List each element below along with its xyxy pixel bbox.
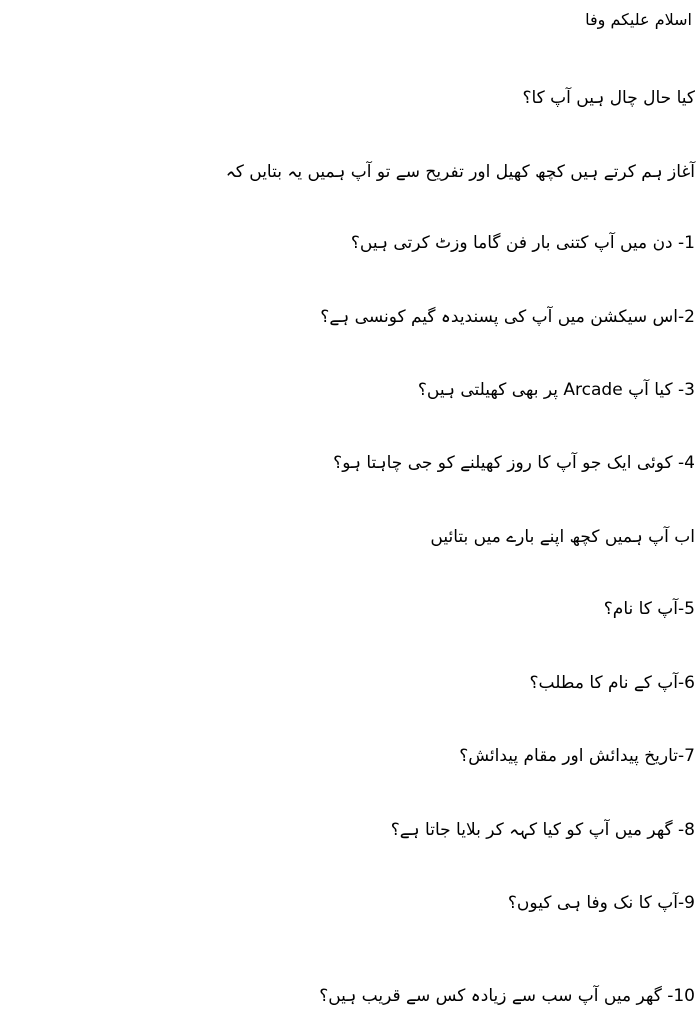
text-line-2: آغاز ہم کرتے ہیں کچھ کھیل اور تفریح سے تو آپ ہمیں یہ بتایں کہ	[225, 162, 695, 182]
question-9: 9-آپ کا نک وفا ہی کیوں؟	[507, 893, 695, 913]
text-line-1: کیا حال چال ہیں آپ کا؟	[522, 88, 695, 108]
question-2: 2-اس سیکشن میں آپ کی پسندیدہ گیم کونسی ہے؟	[320, 307, 695, 327]
greeting-line: اسلام علیکم وفا	[585, 10, 692, 29]
question-1: 1- دن میں آپ کتنی بار فن گاما وزٹ کرتی ہیں؟	[350, 233, 695, 253]
question-7: 7-تاریخ پیدائش اور مقام پیدائش؟	[459, 746, 695, 766]
question-8: 8- گھر میں آپ کو کیا کہہ کر بلایا جاتا ہے؟	[390, 820, 695, 840]
question-4: 4- کوئی ایک جو آپ کا روز کھیلنے کو جی چاہتا ہو؟	[333, 453, 695, 473]
text-line-3: اب آپ ہمیں کچھ اپنے بارے میں بتائیں	[430, 527, 695, 547]
question-3: 3- کیا آپ Arcade پر بھی کھیلتی ہیں؟	[417, 380, 695, 400]
question-5: 5-آپ کا نام؟	[603, 599, 695, 619]
question-6: 6-آپ کے نام کا مطلب؟	[529, 673, 695, 693]
question-10: 10- گھر میں آپ سب سے زیادہ کس سے قریب ہیں؟	[319, 986, 695, 1006]
